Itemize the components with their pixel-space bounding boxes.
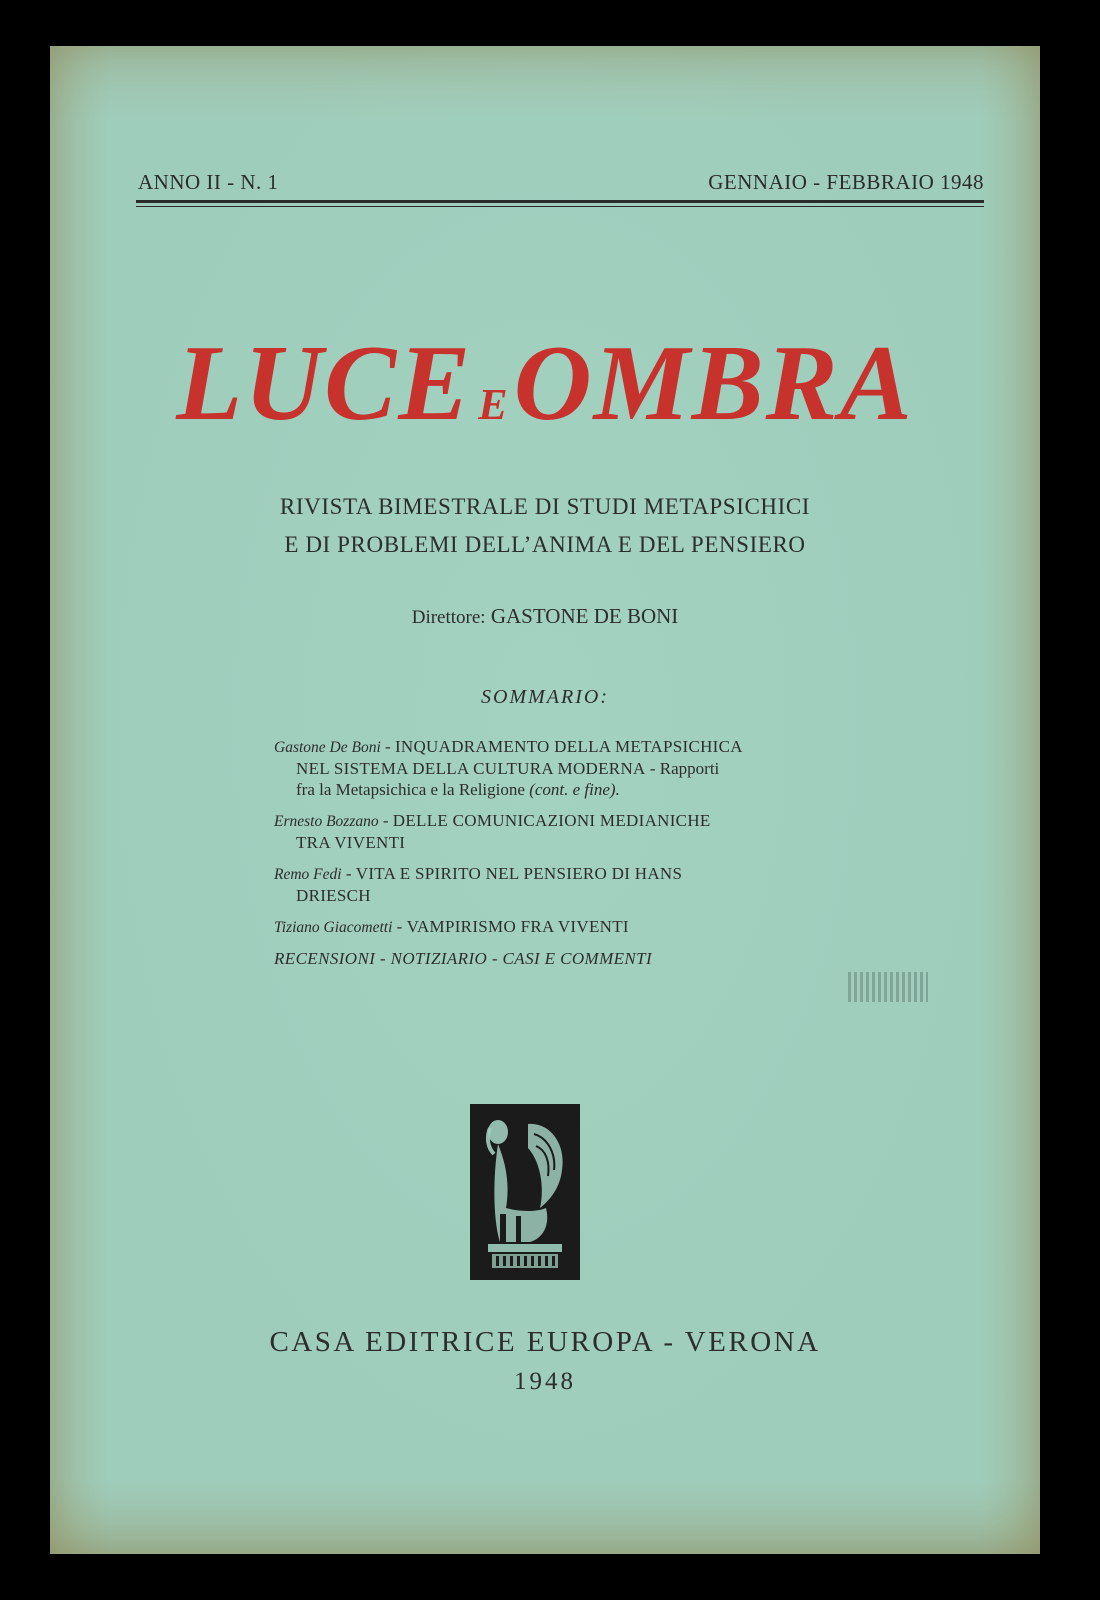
toc-subtitle: fra la Metapsichica e la Religione <box>296 780 525 799</box>
issue-number: ANNO II - N. 1 <box>138 170 279 194</box>
sommario-heading: SOMMARIO: <box>481 686 609 708</box>
magazine-subtitle <box>50 488 1040 564</box>
publisher-name: CASA EDITRICE EUROPA - VERONA <box>269 1326 821 1358</box>
magazine-title <box>50 322 1040 446</box>
toc-title-continued: TRA VIVENTI <box>296 833 406 852</box>
toc-title-continued: NEL SISTEMA DELLA CULTURA MODERNA <box>296 759 646 778</box>
publication-year: 1948 <box>514 1368 576 1395</box>
header-rule-thick <box>136 200 984 203</box>
toc-note: (cont. e fine). <box>529 780 620 799</box>
toc-title: DELLE COMUNICAZIONI MEDIANICHE <box>392 811 711 830</box>
title-word-ombra: OMBRA <box>513 324 914 443</box>
toc-entry <box>274 810 834 853</box>
issue-date: GENNAIO - FEBBRAIO 1948 <box>708 170 984 194</box>
toc-separator: - <box>378 811 393 830</box>
title-word-luce: LUCE <box>176 324 473 443</box>
toc-author: Remo Fedi <box>274 866 342 883</box>
toc-title-continued: DRIESCH <box>296 886 371 905</box>
toc-author: Tiziano Giacometti <box>274 919 393 936</box>
table-of-contents <box>274 736 834 979</box>
sphinx-emblem-icon <box>470 1104 580 1280</box>
toc-footer: RECENSIONI - NOTIZIARIO - CASI E COMMENTI <box>274 949 653 968</box>
toc-title-extra: - Rapporti <box>645 759 720 778</box>
toc-entry <box>274 863 834 906</box>
toc-entry <box>274 736 834 800</box>
toc-separator: - <box>380 737 395 756</box>
subtitle-line-2: E DI PROBLEMI DELL’ANIMA E DEL PENSIERO <box>284 532 806 557</box>
toc-separator: - <box>392 917 407 936</box>
title-conjunction: E <box>478 380 508 429</box>
toc-entry <box>274 916 834 938</box>
magazine-cover <box>50 46 1040 1554</box>
toc-title: VAMPIRISMO FRA VIVENTI <box>406 917 629 936</box>
toc-title: INQUADRAMENTO DELLA METAPSICHICA <box>394 737 743 756</box>
director-credit <box>50 604 1040 629</box>
toc-author: Gastone De Boni <box>274 739 381 756</box>
toc-separator: - <box>341 864 356 883</box>
header-rule-thin <box>136 206 984 207</box>
toc-title: VITA E SPIRITO NEL PENSIERO DI HANS <box>355 864 683 883</box>
director-name: GASTONE DE BONI <box>490 604 679 628</box>
director-label: Direttore: <box>411 607 486 628</box>
subtitle-line-1: RIVISTA BIMESTRALE DI STUDI METAPSICHICI <box>279 494 811 519</box>
toc-author: Ernesto Bozzano <box>274 813 379 830</box>
faded-stamp-mark <box>848 972 928 1002</box>
